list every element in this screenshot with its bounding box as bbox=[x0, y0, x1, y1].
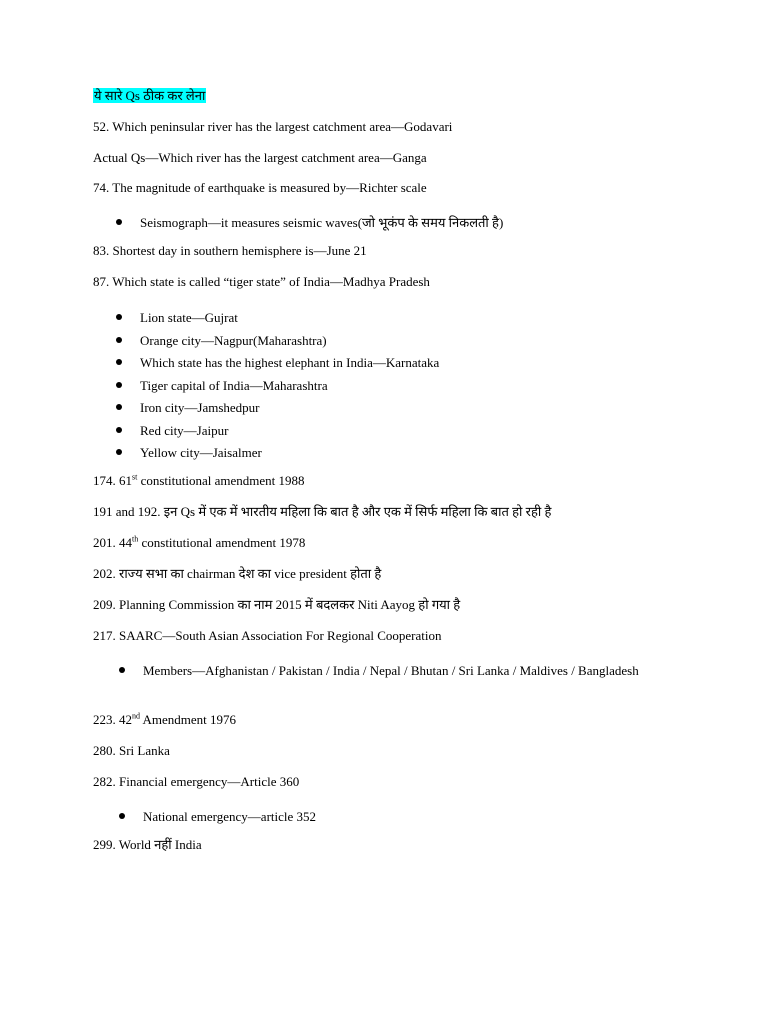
actual-question: Actual Qs—Which river has the largest catchment area—Ganga bbox=[93, 150, 427, 165]
bullet-icon bbox=[116, 382, 122, 388]
highlighted-note: ये सारे Qs ठीक कर लेना bbox=[94, 88, 206, 103]
q201-suffix: constitutional amendment 1978 bbox=[138, 535, 306, 550]
q201-superscript: th bbox=[132, 534, 139, 544]
bullet-icon bbox=[116, 219, 122, 225]
question-280: 280. Sri Lanka bbox=[93, 743, 170, 758]
question-282: 282. Financial emergency—Article 360 bbox=[93, 774, 300, 789]
q87-bullet-item: Red city—Jaipur bbox=[140, 423, 229, 438]
q87-bullet-item: Tiger capital of India—Maharashtra bbox=[140, 378, 328, 393]
question-83: 83. Shortest day in southern hemisphere is—June 21 bbox=[93, 243, 367, 258]
q174-suffix: constitutional amendment 1988 bbox=[137, 473, 305, 488]
q223-superscript: nd bbox=[132, 711, 140, 721]
question-74: 74. The magnitude of earthquake is measured by—Richter scale bbox=[93, 180, 427, 195]
q223-suffix: Amendment 1976 bbox=[140, 712, 237, 727]
q87-bullet-item: Iron city—Jamshedpur bbox=[140, 400, 260, 415]
question-209: 209. Planning Commission का नाम 2015 में बदलकर Niti Aayog हो गया है bbox=[93, 597, 461, 612]
question-217: 217. SAARC—South Asian Association For Regional Cooperation bbox=[93, 628, 442, 643]
bullet-icon bbox=[116, 337, 122, 343]
question-191-192: 191 and 192. इन Qs में एक में भारतीय महिला कि बात है और एक में सिर्फ महिला कि बात हो रही है bbox=[93, 504, 552, 519]
q282-bullet-item: National emergency—article 352 bbox=[143, 809, 317, 824]
question-52: 52. Which peninsular river has the largest catchment area—Godavari bbox=[93, 119, 453, 134]
q87-bullet-item: Orange city—Nagpur(Maharashtra) bbox=[140, 333, 327, 348]
q174-superscript: st bbox=[132, 472, 138, 482]
question-174 bbox=[93, 473, 305, 489]
header-note bbox=[93, 88, 206, 104]
bullet-icon bbox=[119, 667, 125, 673]
bullet-icon bbox=[116, 314, 122, 320]
bullet-icon bbox=[116, 359, 122, 365]
question-223 bbox=[93, 712, 236, 728]
bullet-icon bbox=[119, 813, 125, 819]
q87-bullet-item: Which state has the highest elephant in India—Karnataka bbox=[140, 355, 440, 370]
bullet-icon bbox=[116, 404, 122, 410]
q201-prefix: 201. 44 bbox=[93, 535, 132, 550]
question-299: 299. World नहीं India bbox=[93, 837, 202, 852]
question-201 bbox=[93, 535, 305, 551]
bullet-icon bbox=[116, 427, 122, 433]
question-87: 87. Which state is called “tiger state” of India—Madhya Pradesh bbox=[93, 274, 430, 289]
q223-prefix: 223. 42 bbox=[93, 712, 132, 727]
q87-bullet-item: Yellow city—Jaisalmer bbox=[140, 445, 262, 460]
q174-prefix: 174. 61 bbox=[93, 473, 132, 488]
q87-bullet-item: Lion state—Gujrat bbox=[140, 310, 238, 325]
question-202: 202. राज्य सभा का chairman देश का vice president होता है bbox=[93, 566, 382, 581]
bullet-icon bbox=[116, 449, 122, 455]
q74-bullet-item: Seismograph—it measures seismic waves(जो भूकंप के समय निकलती है) bbox=[140, 215, 504, 230]
q217-bullet-item: Members—Afghanistan / Pakistan / India / Nepal / Bhutan / Sri Lanka / Maldives / Bangladesh bbox=[143, 663, 639, 678]
